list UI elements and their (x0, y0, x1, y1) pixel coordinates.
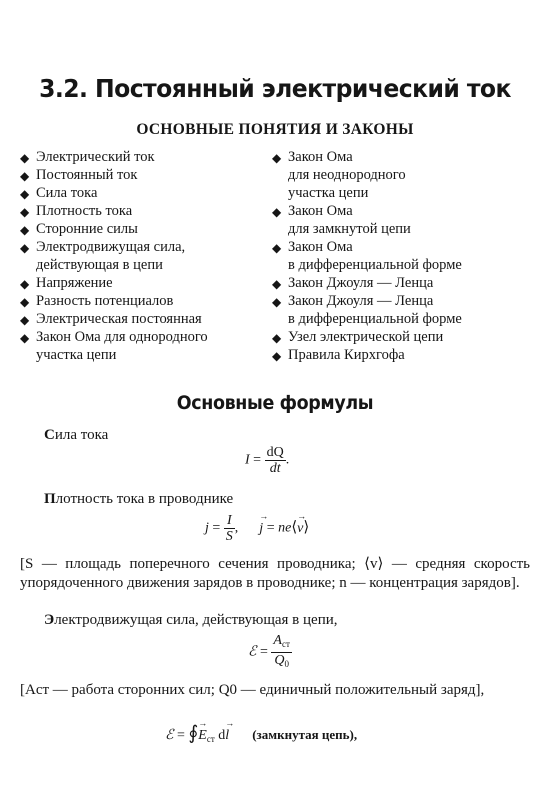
velocity-vector: → v (297, 521, 303, 537)
concept-text: Электрическая постоянная (36, 311, 202, 327)
concept-text: в дифференциальной форме (288, 257, 462, 273)
concepts-heading: ОСНОВНЫЕ ПОНЯТИЯ И ЗАКОНЫ (136, 121, 414, 138)
concept-text: Напряжение (36, 275, 113, 291)
concept-text: Электрический ток (36, 149, 155, 165)
closed-circuit-note: (замкнутая цепь), (252, 727, 358, 742)
concept-text: Закон Ома (288, 203, 353, 219)
diamond-bullet-icon: ◆ (272, 241, 282, 255)
concept-text: действующая в цепи (36, 257, 163, 273)
concept-item (20, 202, 270, 220)
diamond-bullet-icon: ◆ (272, 151, 282, 165)
concepts-list-left (20, 148, 270, 364)
current-formula: I = $\frac{dQ}{dt}$ . (245, 445, 290, 476)
emf-fraction: $\frac{A_{ст}}{Q_0}$ (273, 633, 290, 669)
concept-item (20, 310, 270, 328)
density-note: [S — площадь поперечного сечения проводника; ⟨v⟩ — средняя скорость упорядоченного движения зарядов в проводнике; n — концентрация зарядов]. (20, 556, 530, 591)
diamond-bullet-icon: ◆ (272, 349, 282, 363)
current-density-vector: → j (259, 521, 263, 537)
section-title: 3.2. Постоянный электрический ток (39, 74, 511, 103)
concept-text: Закон Ома (288, 239, 353, 255)
diamond-bullet-icon: ◆ (272, 331, 282, 345)
concept-text: в дифференциальной форме (288, 311, 462, 327)
emf-formula: ℰ = $\frac{A_{ст}}{Q_0}$ (248, 633, 292, 672)
diamond-bullet-icon: ◆ (272, 295, 282, 309)
concept-item (272, 274, 542, 292)
emf-note: [Aст — работа сторонних сил; Q0 — единичный положительный заряд], (20, 682, 485, 698)
density-fraction: $\frac{I}{S}$ (225, 513, 233, 544)
diamond-bullet-icon: ◆ (20, 223, 30, 237)
diamond-bullet-icon: ◆ (20, 205, 30, 219)
concept-text: Правила Кирхгофа (288, 347, 405, 363)
concept-text: Сторонние силы (36, 221, 138, 237)
current-label: Сила тока (44, 427, 109, 443)
concept-item (272, 346, 542, 364)
concept-text: Закон Ома (288, 149, 353, 165)
concept-text: Электродвижущая сила, (36, 239, 186, 255)
concept-text: участка цепи (36, 347, 117, 363)
concept-item (272, 328, 542, 346)
concept-item (20, 148, 270, 166)
diamond-bullet-icon: ◆ (272, 277, 282, 291)
concept-item (20, 220, 270, 238)
concept-text: Постоянный ток (36, 167, 138, 183)
concept-text: Сила тока (36, 185, 98, 201)
concept-text: участка цепи (288, 185, 369, 201)
formulas-heading: Основные формулы (176, 392, 374, 414)
density-formula: j = $\frac{I}{S}$ , → j = ne⟨→ v⟩ (205, 513, 309, 544)
concept-item (20, 184, 270, 202)
contour-integral-sign: ∮ (188, 723, 199, 744)
diamond-bullet-icon: ◆ (20, 169, 30, 183)
concept-item (20, 274, 270, 292)
concept-text: Плотность тока (36, 203, 133, 219)
concept-item (20, 238, 270, 274)
concept-item (272, 202, 542, 238)
density-label: Плотность тока в проводнике (44, 491, 234, 507)
diamond-bullet-icon: ◆ (20, 151, 30, 165)
field-vector: → E (198, 728, 207, 744)
concept-item (20, 166, 270, 184)
concept-text: Узел электрической цепи (288, 329, 444, 345)
concept-item (272, 292, 542, 328)
diamond-bullet-icon: ◆ (20, 187, 30, 201)
concept-item (20, 292, 270, 310)
diamond-bullet-icon: ◆ (20, 241, 30, 255)
concept-text: Закон Джоуля — Ленца (288, 275, 434, 291)
diamond-bullet-icon: ◆ (20, 331, 30, 345)
diamond-bullet-icon: ◆ (20, 313, 30, 327)
diamond-bullet-icon: ◆ (20, 277, 30, 291)
concept-text: для неоднородного (288, 167, 406, 183)
concept-text: Разность потенциалов (36, 293, 174, 309)
concept-text: Закон Ома для однородного (36, 329, 208, 345)
emf-loop-formula: ℰ = ∮→ $E_{ст}$ d→ l (замкнутая цепь), (165, 722, 357, 745)
diamond-bullet-icon: ◆ (20, 295, 30, 309)
concepts-list-right (272, 148, 542, 364)
concept-text: Закон Джоуля — Ленца (288, 293, 434, 309)
length-vector: → l (225, 728, 229, 744)
concept-item (272, 238, 542, 274)
concept-item (20, 328, 270, 364)
current-fraction: $\frac{dQ}{dt}$ (266, 445, 284, 476)
concept-text: для замкнутой цепи (288, 221, 411, 237)
diamond-bullet-icon: ◆ (272, 205, 282, 219)
concept-item (272, 148, 542, 202)
emf-label: Электродвижущая сила, действующая в цепи, (44, 612, 338, 628)
